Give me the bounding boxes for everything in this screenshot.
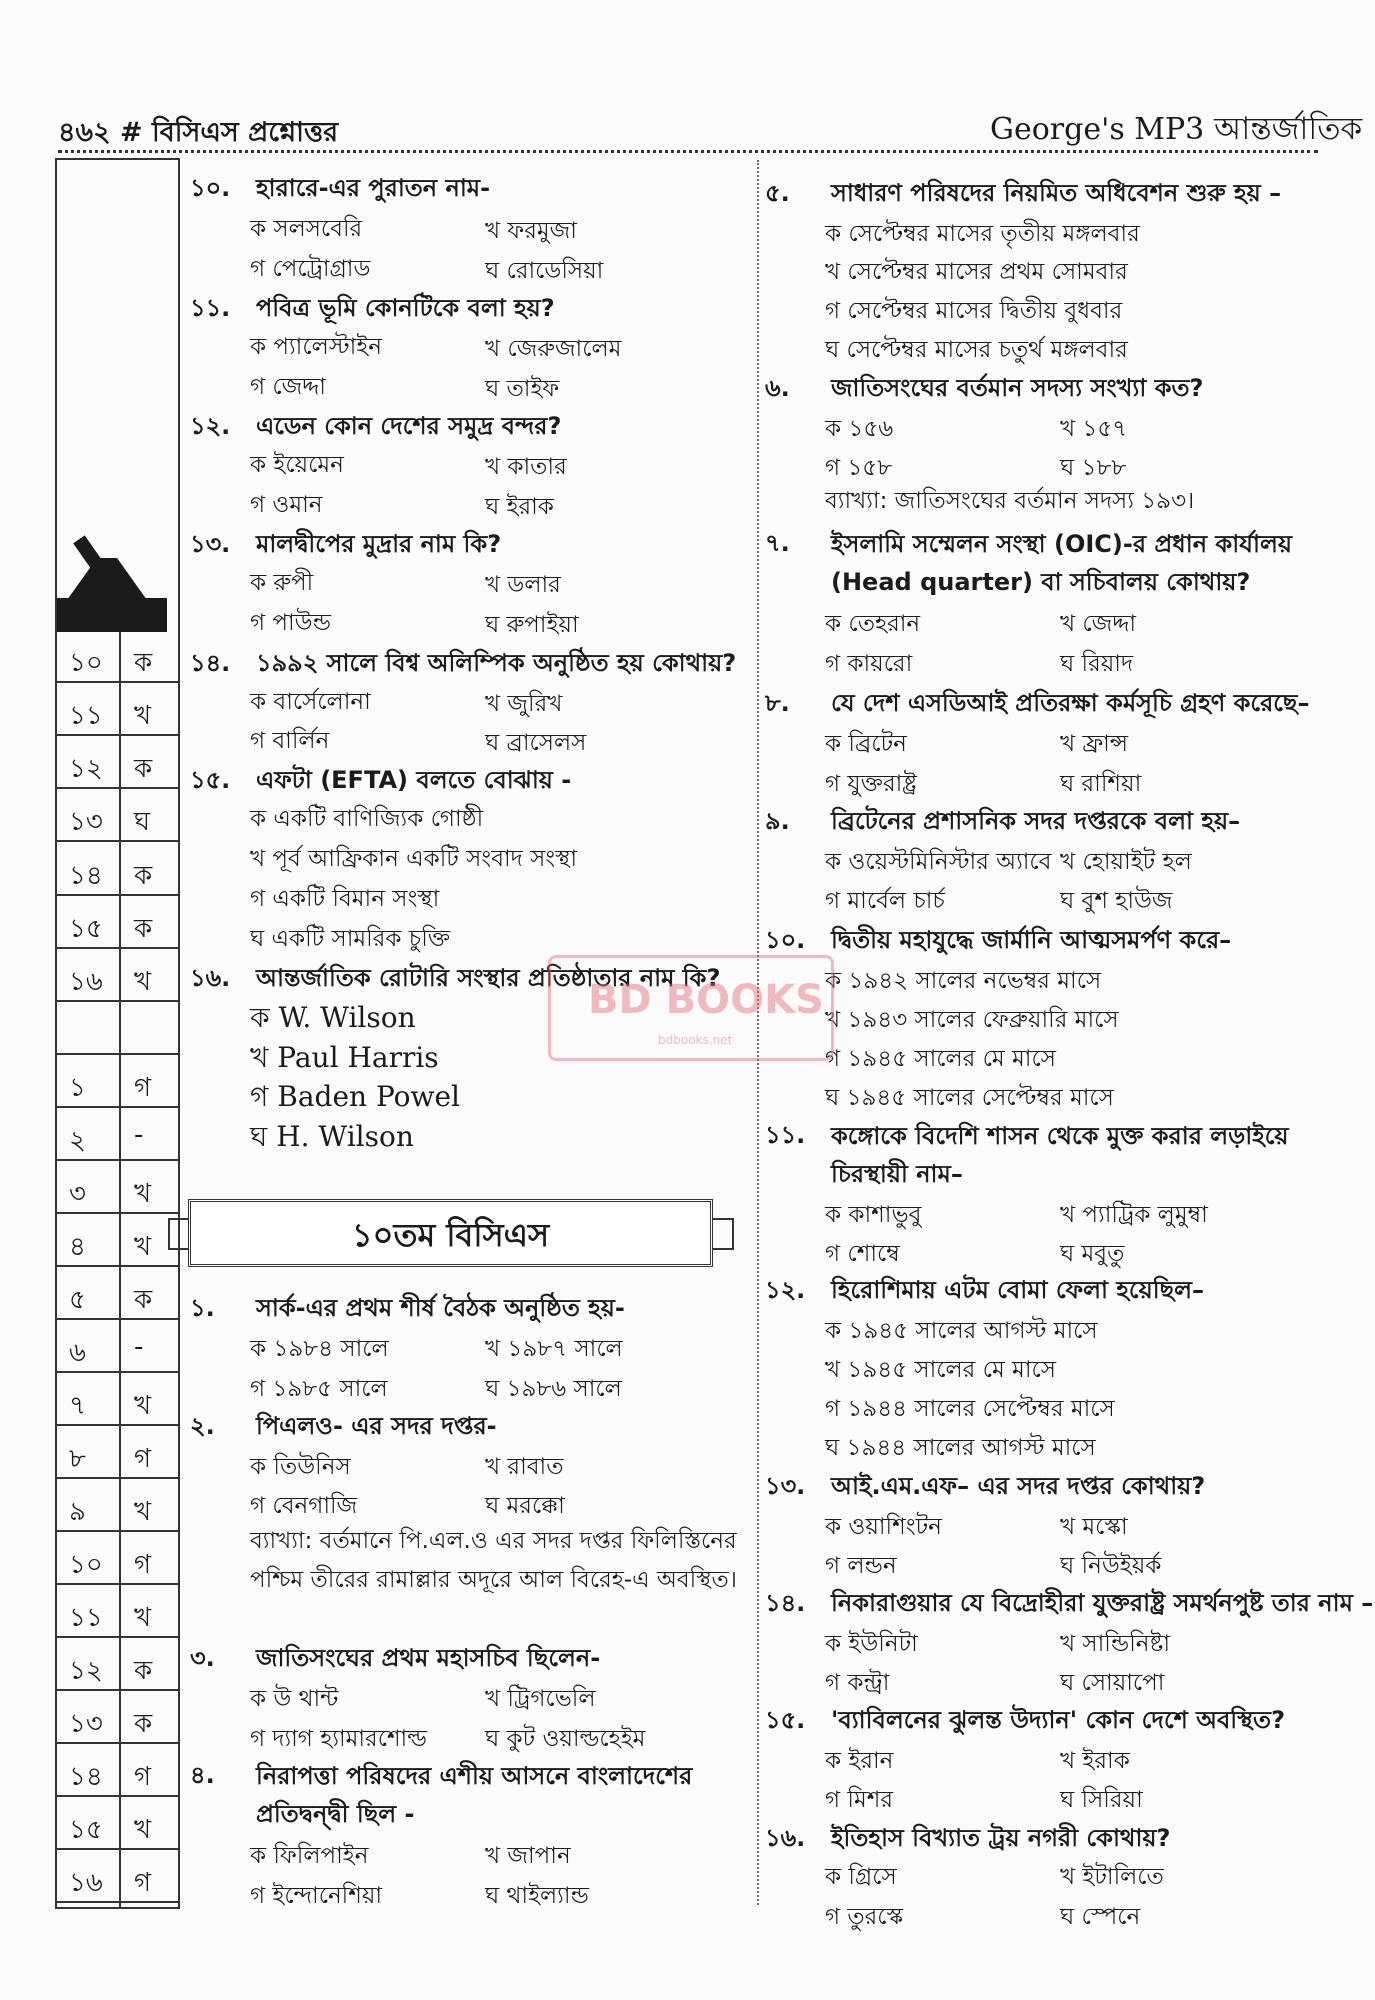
- question-number: ১১.: [765, 1121, 806, 1149]
- answer-key-row: [57, 1638, 178, 1691]
- answer-key-row: [57, 630, 178, 683]
- question-text: হারারে-এর পুরাতন নাম-: [256, 174, 491, 202]
- question-text: সার্ক-এর প্রথম শীর্ষ বৈঠক অনুষ্ঠিত হয়-: [256, 1294, 625, 1322]
- option-d: ঘ কুট ওয়াল্ডহেইম: [485, 1726, 646, 1752]
- answer-key-number: ১৩: [69, 1709, 103, 1739]
- answer-key-row: [57, 1797, 178, 1850]
- option-d: ঘ ১৮৮: [1060, 455, 1127, 481]
- question-text: ইসলামি সম্মেলন সংস্থা (OIC)-র প্রধান কার্যালয় (Head quarter) বা সচিবালয় কোথায়?: [831, 530, 1292, 596]
- option-c: গ ১৯৪৫ সালের মে মাসে: [825, 1046, 1056, 1072]
- option-a: ক প্যালেস্টাইন: [250, 334, 382, 360]
- option-a: ক ইরান: [825, 1748, 894, 1774]
- option-b: খ জাপান: [485, 1843, 571, 1869]
- answer-key-letter: খ: [134, 1815, 152, 1845]
- option-b: খ ইটালিতে: [1060, 1864, 1164, 1890]
- answer-key-number: ১৪: [69, 1762, 103, 1792]
- answer-key-row: [57, 736, 178, 789]
- option-b: খ Paul Harris: [250, 1041, 439, 1074]
- option-b: খ মস্কো: [1060, 1514, 1128, 1540]
- option-c: গ শোম্বে: [825, 1241, 900, 1267]
- option-b: খ ১৯৮৭ সালে: [485, 1336, 623, 1362]
- option-d: ঘ ১৯৮৬ সালে: [485, 1376, 622, 1402]
- option-a: ক ইউনিটা: [825, 1631, 918, 1657]
- answer-key-row: [57, 1585, 178, 1638]
- question-text: ১৯৯২ সালে বিশ্ব অলিম্পিক অনুষ্ঠিত হয় কোথায়?: [256, 649, 737, 677]
- option-a: ক তেহরান: [825, 611, 921, 637]
- option-c: গ মার্বেল চার্চ: [825, 888, 945, 914]
- option-d: ঘ স্পেনে: [1060, 1904, 1141, 1930]
- answer-key-row: [57, 1055, 178, 1108]
- answer-key-number: ১১: [69, 701, 103, 731]
- option-d: ঘ বুশ হাউজ: [1060, 888, 1173, 914]
- option-c: গ যুক্তরাষ্ট্র: [825, 771, 917, 797]
- answer-key-number: ৪: [69, 1232, 86, 1262]
- watermark-url: bdbooks.net: [658, 1033, 733, 1047]
- answer-key-letter: ক: [134, 648, 153, 678]
- answer-key-row: [57, 1532, 178, 1585]
- answer-key-row: [57, 1002, 178, 1055]
- answer-key-number: ৬: [69, 1338, 86, 1368]
- answer-key-letter: খ: [134, 1232, 152, 1262]
- question-text: এডেন কোন দেশের সমুদ্র বন্দর?: [256, 412, 562, 440]
- option-b: খ ডলার: [485, 572, 561, 598]
- question-number: ৯.: [765, 807, 790, 835]
- option-c: গ ওমান: [250, 492, 323, 518]
- question-text: জাতিসংঘের বর্তমান সদস্য সংখ্যা কত?: [831, 374, 1204, 402]
- option-d: ঘ রিয়াদ: [1060, 651, 1134, 677]
- option-b: খ হোয়াইট হল: [1060, 849, 1192, 875]
- answer-key-letter: গ: [134, 1868, 152, 1898]
- question-text: সাধারণ পরিষদের নিয়মিত অধিবেশন শুরু হয় –: [831, 179, 1282, 207]
- option-b: খ জেদ্দা: [1060, 611, 1137, 637]
- answer-key-row: [57, 1744, 178, 1797]
- option-c: গ একটি বিমান সংস্থা: [250, 886, 440, 912]
- question-text: যে দেশ এসডিআই প্রতিরক্ষা কর্মসূচি গ্রহণ করেছে–: [831, 689, 1310, 717]
- section-title: ১০তম বিসিএস: [188, 1199, 713, 1267]
- question-text: পবিত্র ভূমি কোনটিকে বলা হয়?: [256, 294, 555, 322]
- option-b: খ রাবাত: [485, 1454, 564, 1480]
- option-a: ক বার্সেলোনা: [250, 689, 371, 715]
- answer-key-row: [57, 1108, 178, 1161]
- question-text: এফটা (EFTA) বলতে বোঝায় -: [256, 766, 572, 794]
- question-number: ৫.: [765, 179, 790, 207]
- option-a: ক সলসবেরি: [250, 216, 363, 242]
- option-a: ক ১৫৬: [825, 416, 894, 442]
- option-a: ক সেপ্টেম্বর মাসের তৃতীয় মঙ্গলবার: [825, 221, 1140, 247]
- answer-key-letter: ক: [134, 1656, 153, 1686]
- option-d: ঘ সেপ্টেম্বর মাসের চতুর্থ মঙ্গলবার: [825, 337, 1128, 363]
- option-b: খ পূর্ব আফ্রিকান একটি সংবাদ সংস্থা: [250, 846, 578, 872]
- answer-key-number: ১৪: [69, 861, 103, 891]
- question-text: মালদ্বীপের মুদ্রার নাম কি?: [256, 530, 502, 558]
- question-text: পিএলও- এর সদর দপ্তর-: [256, 1412, 497, 1440]
- answer-key-letter: খ: [134, 701, 152, 731]
- option-c: গ সেপ্টেম্বর মাসের দ্বিতীয় বুধবার: [825, 298, 1123, 324]
- option-d: ঘ একটি সামরিক চুক্তি: [250, 926, 451, 952]
- answer-key-letter: খ: [134, 1391, 152, 1421]
- option-b: খ ১৯৪৫ সালের মে মাসে: [825, 1357, 1056, 1383]
- answer-key-letter: ক: [134, 1285, 153, 1315]
- option-d: ঘ সিরিয়া: [1060, 1787, 1143, 1813]
- answer-key-row: [57, 683, 178, 736]
- header-dotted-rule: [58, 150, 1318, 153]
- option-b: খ ফরমুজা: [485, 218, 577, 244]
- answer-key-letter: ক: [134, 754, 153, 784]
- answer-key-number: ১২: [69, 1656, 103, 1686]
- option-a: ক ১৯৮৪ সালে: [250, 1336, 389, 1362]
- option-b: খ জুরিখ: [485, 691, 563, 717]
- option-b: খ ১৯৪৩ সালের ফেব্রুয়ারি মাসে: [825, 1007, 1119, 1033]
- option-c: গ বেনগাজি: [250, 1493, 358, 1519]
- question-number: ১২.: [190, 412, 231, 440]
- answer-key-number: ১১: [69, 1603, 103, 1633]
- answer-key-letter: গ: [134, 1073, 152, 1103]
- option-d: ঘ মরক্কো: [485, 1493, 565, 1519]
- answer-key-row: [57, 1479, 178, 1532]
- answer-key-letter: খ: [134, 967, 152, 997]
- option-a: ক তিউনিস: [250, 1454, 351, 1480]
- answer-key-number: ৫: [69, 1285, 86, 1315]
- option-b: খ প্যাট্রিক লুমুম্বা: [1060, 1202, 1208, 1228]
- option-d: ঘ রোডেসিয়া: [485, 258, 604, 284]
- answer-key-row: [57, 843, 178, 896]
- answer-key-row: [57, 1373, 178, 1426]
- book-title-en: George's MP3: [990, 112, 1205, 147]
- option-c: গ তুরস্কে: [825, 1904, 904, 1930]
- answer-key-number: ১৫: [69, 1815, 103, 1845]
- question-text: ব্রিটেনের প্রশাসনিক সদর দপ্তরকে বলা হয়–: [831, 807, 1241, 835]
- option-a: ক কাশাভুবু: [825, 1202, 922, 1228]
- option-b: খ ট্রিগভেলি: [485, 1686, 596, 1712]
- answer-key-row: [57, 1426, 178, 1479]
- option-d: ঘ মবুতু: [1060, 1241, 1125, 1267]
- option-b: খ সান্ডিনিষ্টা: [1060, 1631, 1170, 1657]
- answer-key-number: ১০: [69, 1550, 103, 1580]
- answer-key-letter: খ: [134, 1497, 152, 1527]
- answer-key-number: ২: [69, 1126, 86, 1156]
- option-a: ক ব্রিটেন: [825, 731, 907, 757]
- question-number: ১৩.: [765, 1472, 806, 1500]
- question-number: ৬.: [765, 374, 790, 402]
- answer-key-number: ৭: [69, 1391, 86, 1421]
- answer-key-letter: খ: [134, 1179, 152, 1209]
- question-text: নিরাপত্তা পরিষদের এশীয় আসনে বাংলাদেশের প্রতিদ্বন্দ্বী ছিল -: [256, 1762, 693, 1828]
- option-a: ক ১৯৪৫ সালের আগস্ট মাসে: [825, 1318, 1098, 1344]
- question-number: ৩.: [190, 1644, 215, 1672]
- answer-key-row: [57, 1161, 178, 1214]
- answer-key-row: [57, 1850, 178, 1903]
- option-b: খ ১৫৭: [1060, 416, 1128, 442]
- option-c: গ দ্যাগ হ্যামারশোল্ড: [250, 1726, 427, 1752]
- answer-key-number: ৮: [69, 1444, 86, 1474]
- answer-key-table: [55, 158, 180, 1909]
- answer-key-number: ১৩: [69, 807, 103, 837]
- option-d: ঘ ১৯৪৪ সালের আগস্ট মাসে: [825, 1435, 1096, 1461]
- option-c: গ কায়রো: [825, 651, 913, 677]
- answer-key-letter: ক: [134, 861, 153, 891]
- option-b: খ জেরুজালেম: [485, 336, 622, 362]
- question-number: ১০.: [190, 174, 231, 202]
- answer-key-row: [57, 1267, 178, 1320]
- option-a: ক উ থান্ট: [250, 1686, 339, 1712]
- answer-key-row: [57, 1214, 178, 1267]
- option-d: ঘ নিউইয়র্ক: [1060, 1553, 1162, 1579]
- question-number: ১০.: [765, 926, 806, 954]
- question-number: ১৫.: [190, 766, 231, 794]
- option-c: গ Baden Powel: [250, 1080, 461, 1113]
- watermark-title: BD BOOKS: [588, 977, 824, 1023]
- answer-key-row: [57, 1320, 178, 1373]
- option-a: ক একটি বাণিজ্যিক গোষ্ঠী: [250, 806, 484, 832]
- answer-key-row: [57, 949, 178, 1002]
- question-number: ১৬.: [765, 1824, 806, 1852]
- question-number: ১৬.: [190, 964, 231, 992]
- answer-key-letter: ক: [134, 914, 153, 944]
- question-number: ৭.: [765, 529, 790, 557]
- option-c: গ কন্ট্রা: [825, 1670, 890, 1696]
- answer-key-number: ১৫: [69, 914, 103, 944]
- question-number: ১.: [190, 1294, 215, 1322]
- option-d: ঘ ইরাক: [485, 494, 554, 520]
- option-c: গ পেট্রোগ্রাড: [250, 256, 371, 282]
- question-text: জাতিসংঘের প্রথম মহাসচিব ছিলেন-: [256, 1644, 601, 1672]
- answer-key-letter: খ: [134, 1603, 152, 1633]
- option-c: গ মিশর: [825, 1787, 893, 1813]
- question-number: ১১.: [190, 294, 231, 322]
- option-b: খ ইরাক: [1060, 1748, 1130, 1774]
- watermark: [548, 955, 828, 1055]
- question-text: 'ব্যাবিলনের ঝুলন্ত উদ্যান' কোন দেশে অবস্থিত?: [831, 1706, 1285, 1734]
- question-text: হিরোশিমায় এটম বোমা ফেলা হয়েছিল–: [831, 1276, 1204, 1304]
- pen-hand-icon: [57, 528, 167, 632]
- option-c: গ ১৯৮৫ সালে: [250, 1376, 388, 1402]
- option-a: ক ওয়েস্টমিনিস্টার অ্যাবে: [825, 849, 1052, 875]
- explanation: ব্যাখ্যা: বর্তমানে পি.এল.ও এর সদর দপ্তর ফিলিস্তিনের পশ্চিম তীরের রামাল্লার অদূরে আল বিরেহ-এ অবস্থিত।: [250, 1528, 737, 1593]
- option-a: ক W. Wilson: [250, 1001, 416, 1034]
- answer-key-row: [57, 896, 178, 949]
- answer-key-letter: ক: [134, 1709, 153, 1739]
- answer-key-number: ১৬: [69, 1868, 103, 1898]
- option-c: গ লন্ডন: [825, 1553, 897, 1579]
- question-number: ১৪.: [765, 1589, 806, 1617]
- option-c: গ ইন্দোনেশিয়া: [250, 1883, 383, 1909]
- question-number: ২.: [190, 1412, 215, 1440]
- answer-key-letter: গ: [134, 1444, 152, 1474]
- answer-key-letter: -: [134, 1120, 144, 1150]
- option-c: গ ১৯৪৪ সালের সেপ্টেম্বর মাসে: [825, 1396, 1115, 1422]
- question-number: ৪.: [190, 1761, 215, 1789]
- question-number: ৮.: [765, 689, 790, 717]
- option-a: ক ১৯৪২ সালের নভেম্বর মাসে: [825, 968, 1102, 994]
- option-d: ঘ H. Wilson: [250, 1120, 414, 1153]
- answer-key-number: ৯: [69, 1497, 86, 1527]
- option-d: ঘ ১৯৪৫ সালের সেপ্টেম্বর মাসে: [825, 1085, 1114, 1111]
- answer-key-letter: গ: [134, 1762, 152, 1792]
- option-d: ঘ ব্রাসেলস: [485, 730, 587, 756]
- option-d: ঘ রাশিয়া: [1060, 771, 1142, 797]
- question-text: দ্বিতীয় মহাযুদ্ধে জার্মানি আত্মসমর্পণ করে–: [831, 926, 1232, 954]
- option-c: গ বার্লিন: [250, 728, 330, 754]
- option-c: গ ১৫৮: [825, 455, 893, 481]
- option-d: ঘ সোয়াপো: [1060, 1670, 1165, 1696]
- answer-key-row: [57, 1691, 178, 1744]
- question-text: আন্তর্জাতিক রোটারি সংস্থার প্রতিষ্ঠাতার নাম কি?: [256, 964, 721, 992]
- option-a: ক রুপী: [250, 570, 314, 596]
- book-title-bn: আন্তর্জাতিক: [1214, 111, 1363, 147]
- option-d: ঘ তাইফ: [485, 376, 560, 402]
- answer-key-number: ৩: [69, 1179, 86, 1209]
- option-b: খ সেপ্টেম্বর মাসের প্রথম সোমবার: [825, 259, 1128, 285]
- option-c: গ পাউন্ড: [250, 610, 331, 636]
- question-number: ১৪.: [190, 649, 231, 677]
- answer-key-number: ১৬: [69, 967, 103, 997]
- explanation: ব্যাখ্যা: জাতিসংঘের বর্তমান সদস্য ১৯৩।: [825, 488, 1195, 514]
- option-b: খ ফ্রান্স: [1060, 731, 1128, 757]
- answer-key-letter: গ: [134, 1550, 152, 1580]
- question-number: ১৫.: [765, 1706, 806, 1734]
- answer-key-letter: ঘ: [134, 807, 151, 837]
- question-text: নিকারাগুয়ার যে বিদ্রোহীরা যুক্তরাষ্ট্র সমর্থনপুষ্ট তার নাম –: [831, 1589, 1374, 1617]
- question-number: ১৩.: [190, 530, 231, 558]
- option-a: ক ওয়াশিংটন: [825, 1514, 942, 1540]
- answer-key-number: ১২: [69, 754, 103, 784]
- question-text: আই.এম.এফ– এর সদর দপ্তর কোথায়?: [831, 1472, 1206, 1500]
- option-a: ক ইয়েমেন: [250, 452, 344, 478]
- answer-key-number: ১০: [69, 648, 103, 678]
- answer-key-letter: -: [134, 1332, 144, 1362]
- answer-key-number: ১: [69, 1073, 86, 1103]
- option-c: গ জেদ্দা: [250, 374, 326, 400]
- option-b: খ কাতার: [485, 454, 567, 480]
- question-text: ইতিহাস বিখ্যাত ট্রয় নগরী কোথায়?: [831, 1824, 1171, 1852]
- question-number: ১২.: [765, 1276, 806, 1304]
- option-d: ঘ থাইল্যান্ড: [485, 1883, 589, 1909]
- option-a: ক গ্রিসে: [825, 1864, 897, 1890]
- answer-key-row: [57, 789, 178, 842]
- page-header-left: ৪৬২ # বিসিএস প্রশ্নোত্তর: [58, 117, 339, 148]
- option-d: ঘ রুপাইয়া: [485, 612, 579, 638]
- option-a: ক ফিলিপাইন: [250, 1843, 369, 1869]
- question-text: কঙ্গোকে বিদেশি শাসন থেকে মুক্ত করার লড়াইয়ে চিরস্থায়ী নাম–: [831, 1122, 1289, 1188]
